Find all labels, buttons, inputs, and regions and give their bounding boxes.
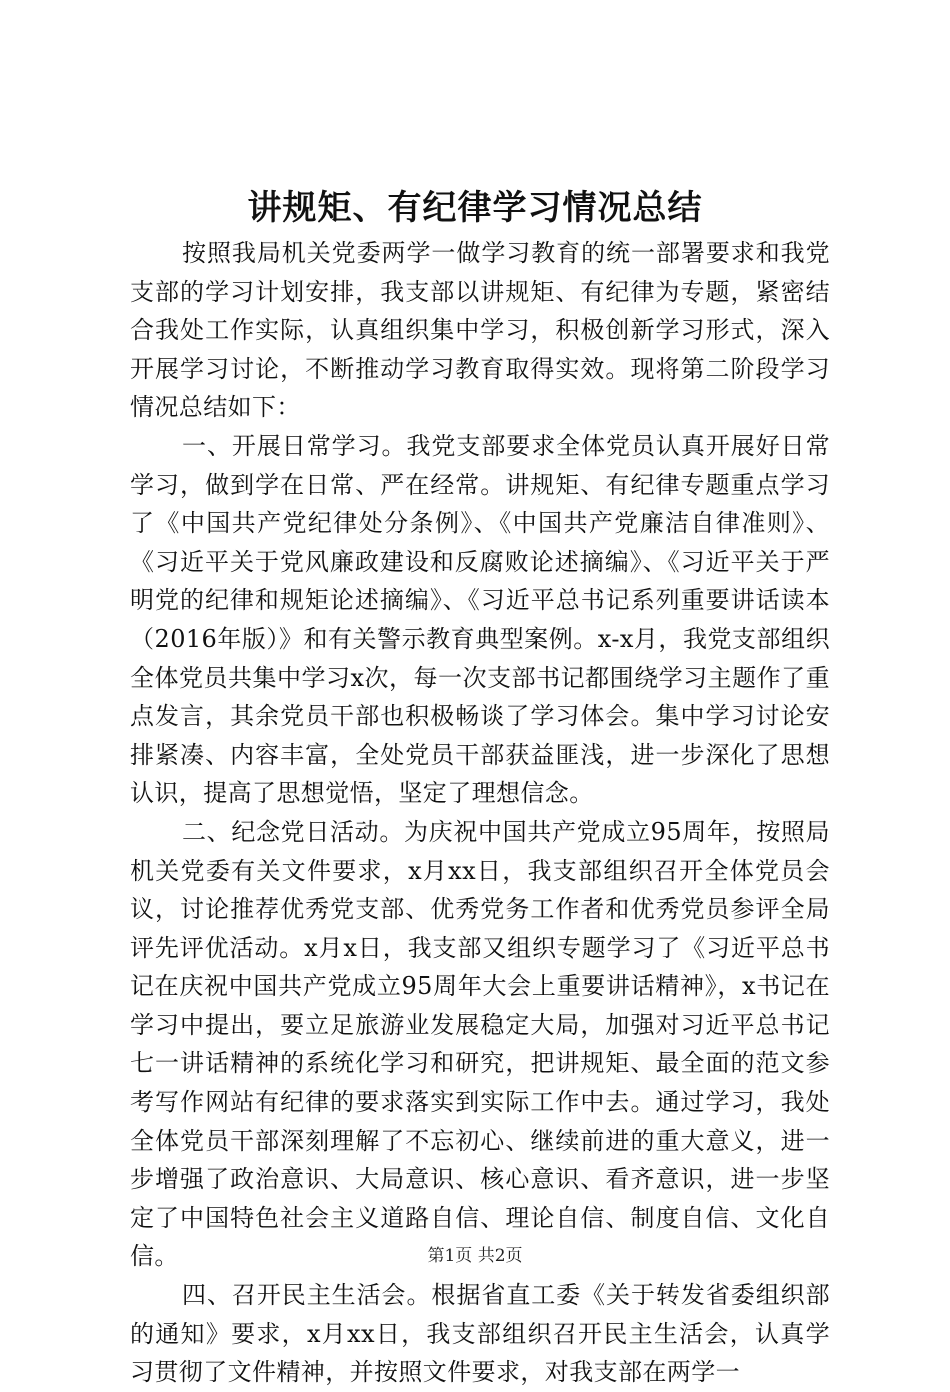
page-number-footer: 第1页 共2页	[427, 1246, 523, 1266]
document-body	[130, 234, 830, 1392]
document-title: 讲规矩、有纪律学习情况总结	[247, 188, 703, 228]
paragraph-party-day: 二、纪念党日活动。为庆祝中国共产党成立95周年，按照局机关党委有关文件要求，x月xx日，我支部组织召开全体党员会议，讨论推荐优秀党支部、优秀党务工作者和优秀党员参评全局评先评优活动。x月x日，我支部又组织专题学习了《习近平总书记在庆祝中国共产党成立95周年大会上重要讲话精神》，x书记在学习中提出，要立足旅游业发展稳定大局，加强对习近平总书记七一讲话精神的系统化学习和研究，把讲规矩、最全面的范文参考写作网站有纪律的要求落实到实际工作中去。通过学习，我处全体党员干部深刻理解了不忘初心、继续前进的重大意义，进一步增强了政治意识、大局意识、核心意识、看齐意识，进一步坚定了中国特色社会主义道路自信、理论自信、制度自信、文化自信。	[130, 817, 830, 1271]
paragraph-intro: 按照我局机关党委两学一做学习教育的统一部署要求和我党支部的学习计划安排，我支部以讲规矩、有纪律为专题，紧密结合我处工作实际，认真组织集中学习，积极创新学习形式，深入开展学习讨论，不断推动学习教育取得实效。现将第二阶段学习情况总结如下：	[130, 239, 830, 422]
paragraph-democratic-meeting: 四、召开民主生活会。根据省直工委《关于转发省委组织部的通知》要求，x月xx日，我支部组织召开民主生活会，认真学习贯彻了文件精神，并按照文件要求，对我支部在两学一	[130, 1281, 830, 1387]
paragraph-daily-study: 一、开展日常学习。我党支部要求全体党员认真开展好日常学习，做到学在日常、严在经常。讲规矩、有纪律专题重点学习了《中国共产党纪律处分条例》、《中国共产党廉洁自律准则》、《习近平关于党风廉政建设和反腐败论述摘编》、《习近平关于严明党的纪律和规矩论述摘编》、《习近平总书记系列重要讲话读本（2016年版）》和有关警示教育典型案例。x-x月，我党支部组织全体党员共集中学习x次，每一次支部书记都围绕学习主题作了重点发言，其余党员干部也积极畅谈了学习体会。集中学习讨论安排紧凑、内容丰富，全处党员干部获益匪浅，进一步深化了思想认识，提高了思想觉悟，坚定了理想信念。	[130, 431, 830, 808]
